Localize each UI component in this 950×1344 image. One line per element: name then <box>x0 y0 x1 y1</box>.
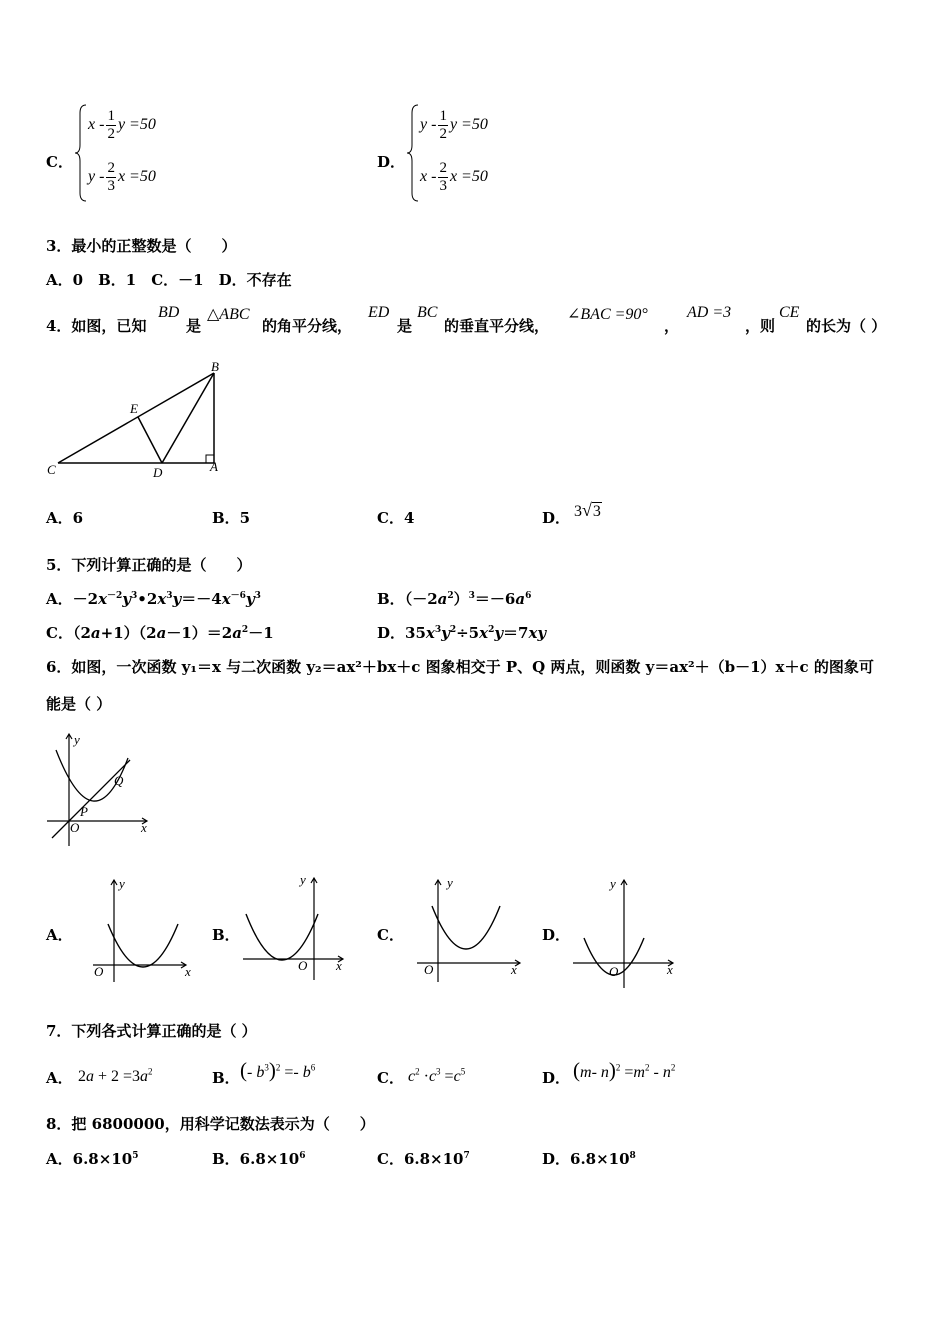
q8-option-b: B．$6.8\times 10^6$ <box>212 1150 306 1168</box>
svg-text:x: x <box>185 964 191 979</box>
q4-stem-part6: ，则 <box>745 317 776 335</box>
q4-math-ad: AD =3 <box>687 304 732 321</box>
q4-line-db <box>162 373 214 463</box>
svg-text:y: y <box>119 876 125 891</box>
q4-option-c: C．4 <box>377 509 415 527</box>
q4-stem-part2: 是 <box>186 317 202 335</box>
q4-label-c: C <box>47 462 56 477</box>
q2-option-d-system: y - $\frac{1}{2}$ y =50 x - $\frac{2}{3}$ x =50 <box>420 107 488 194</box>
q2-option-d-brace <box>406 103 420 203</box>
q5-option-c: C．$(2a+1)(2a-1)=2a^2-1$ <box>46 624 274 642</box>
q6-option-c-graph <box>412 872 524 984</box>
q2-option-c-system: x - $\frac{1}{2}$ y =50 y - $\frac{2}{3}$ x =50 <box>88 107 156 194</box>
q6-label-p: P <box>80 804 88 819</box>
q6-option-d-graph <box>570 872 680 992</box>
q6-option-b-label: B． <box>212 926 240 944</box>
q3-stem: 3．最小的正整数是（ ） <box>46 237 237 255</box>
q8-option-d: D．$6.8\times 10^8$ <box>542 1150 636 1168</box>
q6-line-y1 <box>52 760 130 838</box>
q5-stem: 5．下列计算正确的是（ ） <box>46 556 252 574</box>
q7-option-d-label: D． <box>542 1069 571 1087</box>
q4-option-d-math: 3√3 <box>574 500 601 520</box>
q4-stem-part4: 是 <box>397 317 413 335</box>
q6-label-y: y <box>74 732 80 747</box>
q5-option-b: B．$(-2a^2)^3=-6a^6$ <box>377 590 532 608</box>
q6-reference-graph <box>44 728 164 848</box>
q7-option-c-math: $c^2 \cdot c^3 =c^5$ <box>408 1066 466 1085</box>
q7-option-a-label: A． <box>46 1069 73 1087</box>
q4-comma: ， <box>664 317 680 335</box>
q6-option-a-graph <box>88 872 198 984</box>
q8-stem: 8．把 6800000，用科学记数法表示为（ ） <box>46 1115 375 1133</box>
q8-option-c: C．$6.8\times 10^7$ <box>377 1150 470 1168</box>
q4-option-b: B．5 <box>212 509 251 527</box>
svg-text:O: O <box>424 962 434 977</box>
q6-label-o: O <box>70 820 80 835</box>
svg-text:O: O <box>94 964 104 979</box>
q4-math-ce: CE <box>779 304 800 321</box>
q6-label-q: Q <box>114 773 124 788</box>
q4-label-d: D <box>153 465 163 480</box>
q3-options: A．0 B．1 C．－1 D．不存在 <box>46 271 292 289</box>
q7-option-a-math: $2a + 2 =3a^2$ <box>78 1066 153 1085</box>
q4-stem-part5: 的垂直平分线， <box>444 317 550 335</box>
q6-stem-line2: 能是（ ） <box>46 695 112 713</box>
q4-label-e: E <box>130 401 138 416</box>
q6-option-c-label: C． <box>377 926 404 944</box>
svg-text:x: x <box>336 958 342 973</box>
q2-option-c-brace <box>74 103 88 203</box>
q4-math-bd: BD <box>158 304 180 321</box>
q4-math-angle: ∠BAC =90° <box>567 306 648 323</box>
q4-label-b: B <box>211 359 219 374</box>
q6-option-b-graph <box>240 870 350 982</box>
q7-stem: 7．下列各式计算正确的是（ ） <box>46 1022 257 1040</box>
q6-option-d-label: D． <box>542 926 571 944</box>
q4-stem-part3: 的角平分线， <box>262 317 353 335</box>
svg-text:O: O <box>609 964 619 979</box>
svg-text:y: y <box>610 876 616 891</box>
q4-math-ed: ED <box>368 304 390 321</box>
svg-text:x: x <box>511 962 517 977</box>
q6-option-a-label: A． <box>46 926 73 944</box>
q4-option-d: D． <box>542 509 571 527</box>
svg-text:O: O <box>298 958 308 973</box>
svg-text:y: y <box>300 872 306 887</box>
q4-stem-part1: 4．如图，已知 <box>46 317 147 335</box>
q2-option-d-label: D． <box>377 153 406 171</box>
q4-stem-part7: 的长为（ ） <box>806 317 887 335</box>
q4-label-a: A <box>210 459 218 474</box>
q8-option-a: A．$6.8\times 10^5$ <box>46 1150 139 1168</box>
q5-option-a: A．$-2x^{-2}y^3•2x^3y=-4x^{-6}y^3$ <box>46 590 261 608</box>
q6-label-x: x <box>141 820 147 835</box>
q7-option-c-label: C． <box>377 1069 404 1087</box>
svg-text:y: y <box>447 875 453 890</box>
q4-line-cb <box>58 373 214 463</box>
q7-option-b-label: B． <box>212 1069 240 1087</box>
q7-option-b-math: (- $b^3)^2 =- b^6$ <box>240 1058 316 1082</box>
q5-option-d: D．$35x^3y^2\div 5x^2y=7xy$ <box>377 624 547 642</box>
q4-triangle-figure <box>44 356 244 486</box>
q4-option-a: A．6 <box>46 509 84 527</box>
q2-option-c-label: C． <box>46 153 73 171</box>
q6-stem-line1: 6．如图，一次函数 y₁＝x 与二次函数 y₂＝ax²＋bx＋c 图象相交于 P、Q 两点，则函数 y＝ax²＋（b－1）x＋c 的图象可 <box>46 658 874 676</box>
q4-line-ed <box>138 417 162 463</box>
q4-math-bc: BC <box>417 304 438 321</box>
q7-option-d-math: (m- $n)^2 =m^2 - n^2$ <box>573 1058 676 1082</box>
svg-text:x: x <box>667 962 673 977</box>
q4-math-triangle-abc: △ABC <box>207 306 250 323</box>
